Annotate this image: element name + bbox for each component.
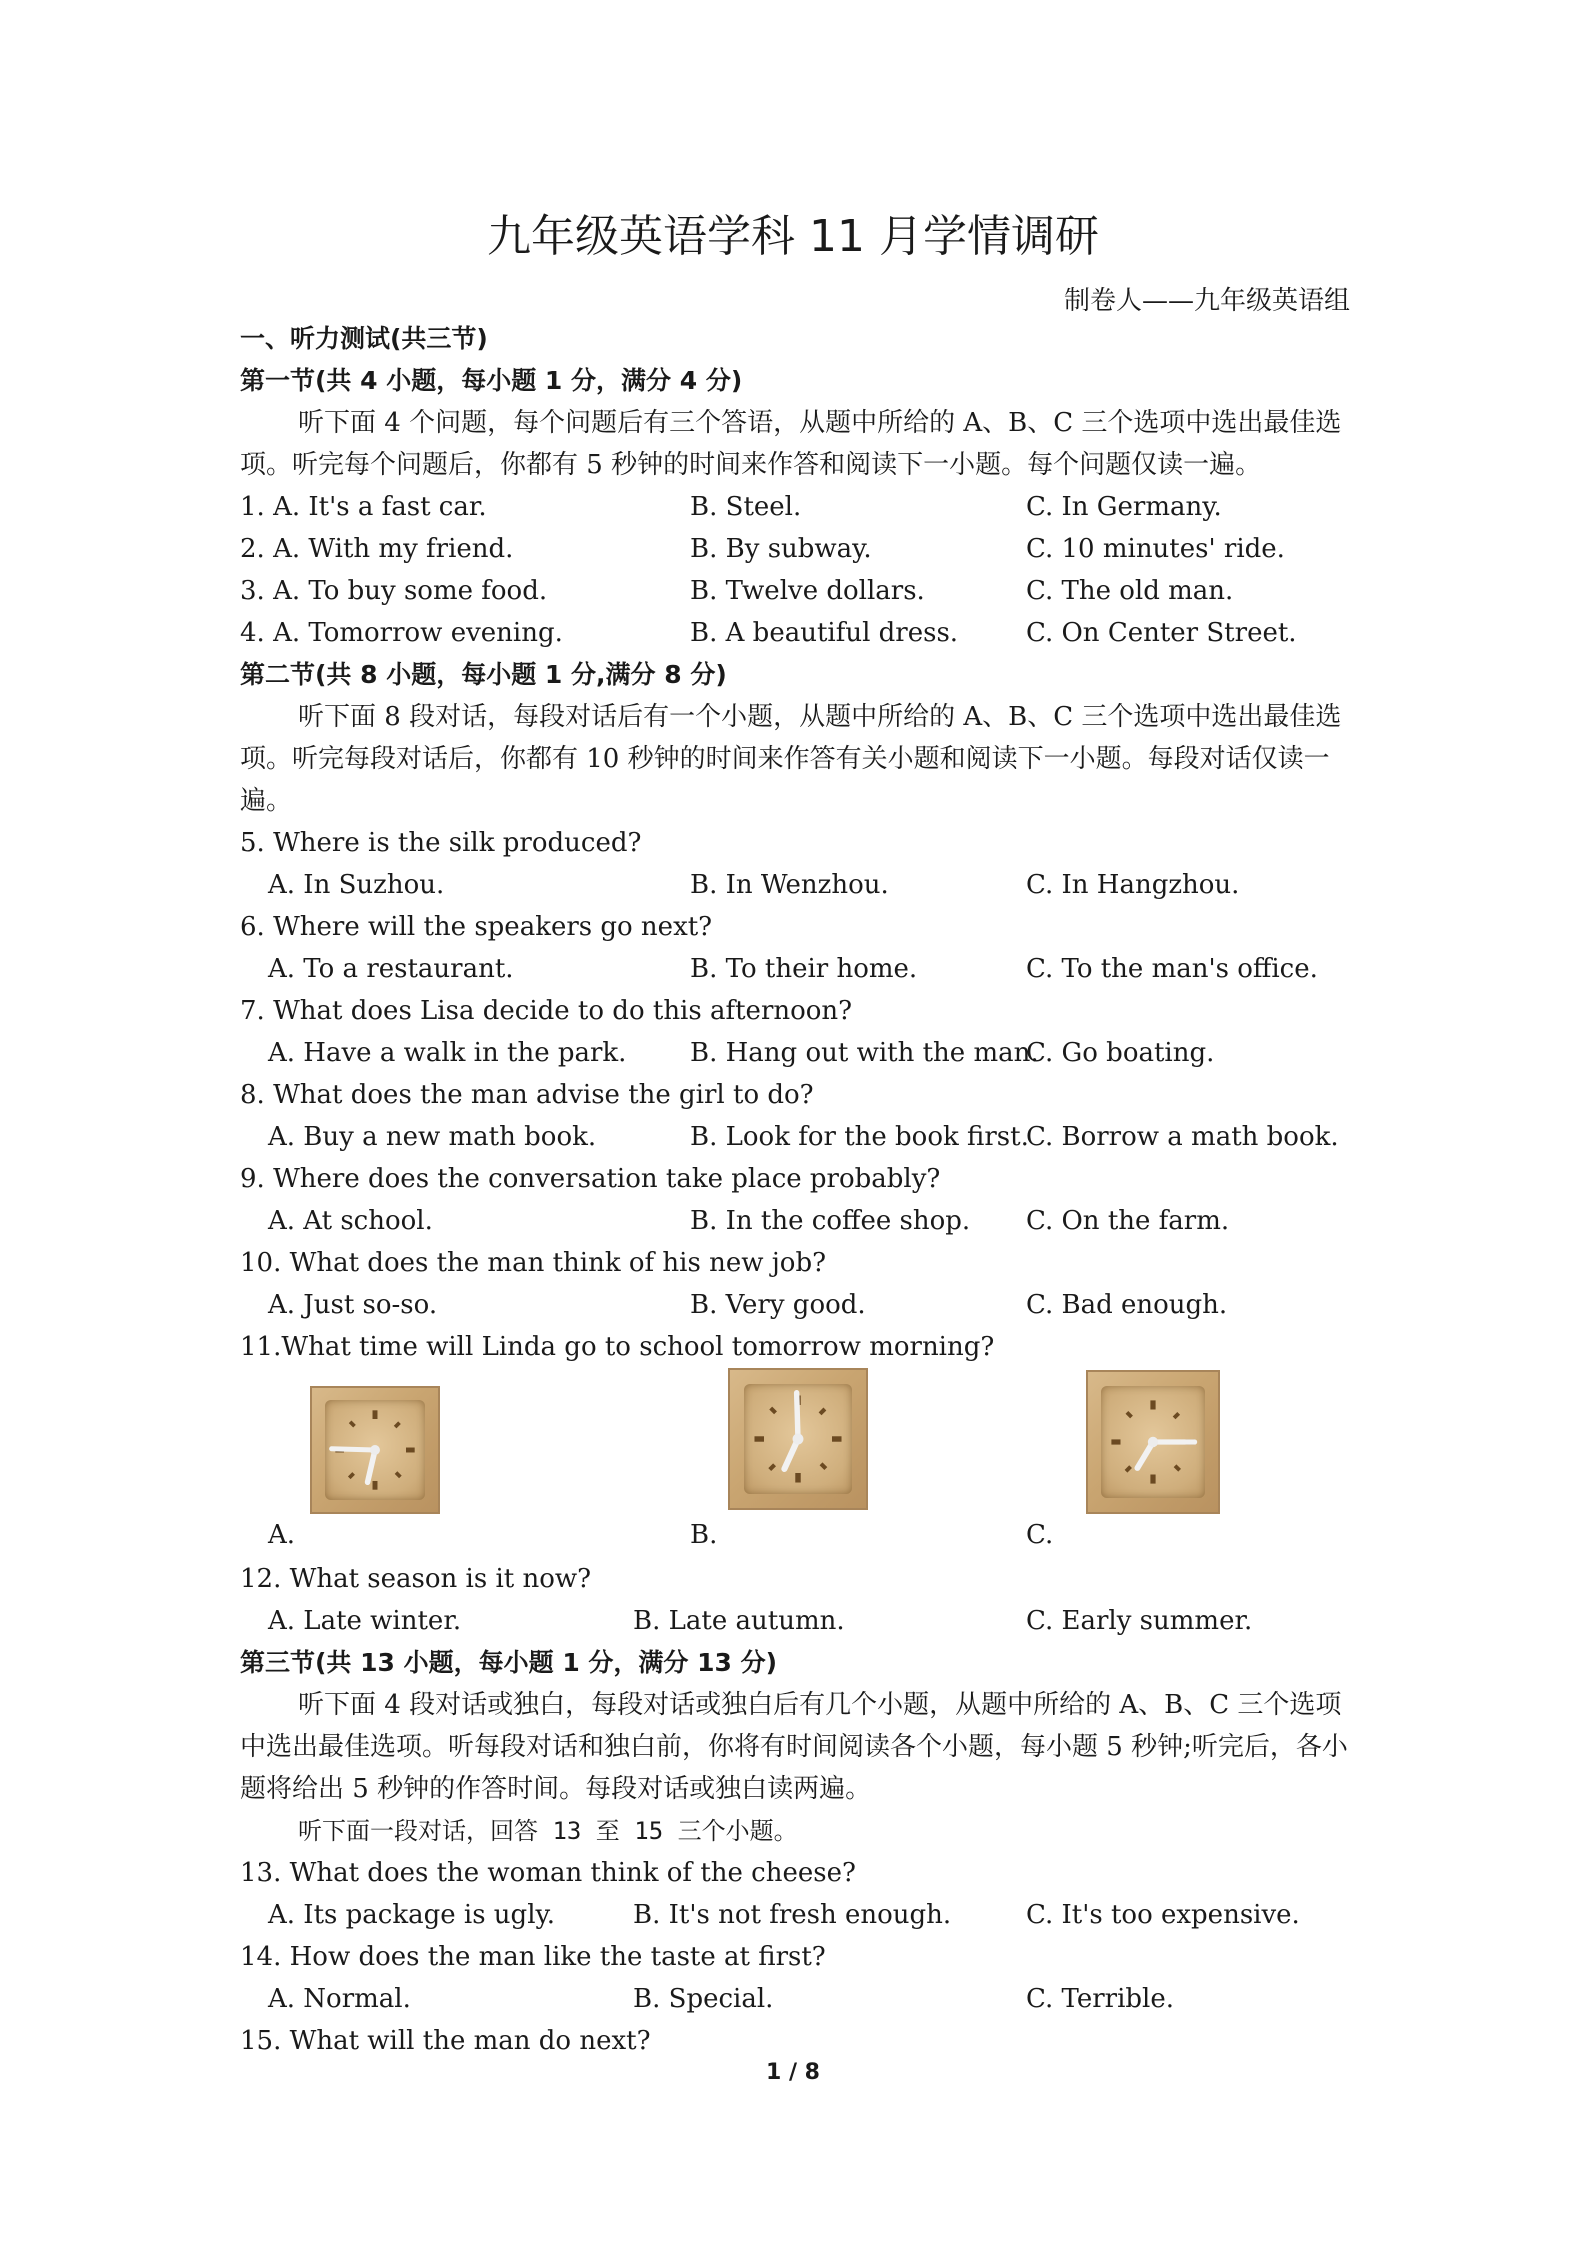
question-stem: 9. Where does the conversation take place probably? [240,1164,941,1194]
option-b: B. A beautiful dress. [690,618,959,648]
question-row [240,528,1352,570]
option-a: 1. A. It's a fast car. [240,492,487,522]
question-options [240,1116,1352,1158]
author-line: 制卷人——九年级英语组 [1063,286,1350,316]
option-a: A. Its package is ugly. [268,1900,556,1930]
option-a: A. To a restaurant. [268,954,514,984]
clock-a-image [310,1386,440,1514]
question-stem: 13. What does the woman think of the cheese? [240,1858,856,1888]
question-stem: 14. How does the man like the taste at first? [240,1942,826,1972]
option-b: B. Special. [633,1984,774,2014]
question-options [240,1894,1352,1936]
option-b: B. Look for the book first. [690,1122,1029,1152]
page-number: 1 / 8 [766,2060,820,2085]
option-c: C. The old man. [1026,576,1234,606]
question-options [240,1032,1352,1074]
option-b-label: B. [690,1520,718,1550]
option-c: C. It's too expensive. [1026,1900,1300,1930]
option-a: A. Have a walk in the park. [268,1038,627,1068]
option-c: C. Borrow a math book. [1026,1122,1339,1152]
question-row [240,612,1352,654]
clock-b-image [728,1368,868,1510]
question-options [240,1978,1352,2020]
clock-options [240,1368,1352,1558]
question-options [240,1284,1352,1326]
question-options [240,1200,1352,1242]
question-stem: 5. Where is the silk produced? [240,828,642,858]
option-b: B. Steel. [690,492,802,522]
option-a: A. In Suzhou. [268,870,445,900]
option-a: A. Buy a new math book. [268,1122,597,1152]
question-stem: 8. What does the man advise the girl to do? [240,1080,814,1110]
content [240,318,1352,2062]
option-b: B. Late autumn. [633,1606,845,1636]
option-a: 2. A. With my friend. [240,534,514,564]
option-a: A. Just so-so. [268,1290,438,1320]
option-c: C. 10 minutes' ride. [1026,534,1285,564]
question-options [240,864,1352,906]
question-stem: 6. Where will the speakers go next? [240,912,713,942]
question-row [240,570,1352,612]
section1-instructions: 听下面 4 个问题，每个问题后有三个答语，从题中所给的 A、B、C 三个选项中选出最佳选项。听完每个问题后，你都有 5 秒钟的时间来作答和阅读下一小题。每个问题仅读一遍。 [240,408,1342,480]
option-b: B. Hang out with the man. [690,1038,1039,1068]
section3-heading: 第三节(共 13 小题，每小题 1 分，满分 13 分) [240,1648,778,1677]
option-b: B. In the coffee shop. [690,1206,971,1236]
question-options [240,948,1352,990]
option-c: C. To the man's office. [1026,954,1318,984]
question-stem: 7. What does Lisa decide to do this afternoon? [240,996,853,1026]
option-c: C. Go boating. [1026,1038,1215,1068]
question-options [240,1600,1352,1642]
option-c: C. Bad enough. [1026,1290,1228,1320]
section3-sub-instruction: 听下面一段对话，回答 13 至 15 三个小题。 [298,1817,798,1845]
section3-instructions: 听下面 4 段对话或独白，每段对话或独白后有几个小题，从题中所给的 A、B、C 三个选项中选出最佳选项。听每段对话和独白前，你将有时间阅读各个小题，每小题 5 秒钟;听完后，各小题将给出 5 秒钟的作答时间。每段对话或独白读两遍。 [240,1690,1348,1804]
option-c: C. On Center Street. [1026,618,1297,648]
option-a: A. Late winter. [268,1606,462,1636]
option-a: A. At school. [268,1206,433,1236]
question-stem: 12. What season is it now? [240,1564,592,1594]
option-c: C. In Germany. [1026,492,1222,522]
option-a: 3. A. To buy some food. [240,576,548,606]
option-b: B. Twelve dollars. [690,576,925,606]
page-title: 九年级英语学科 11 月学情调研 [487,211,1099,262]
option-c: C. On the farm. [1026,1206,1230,1236]
option-b: B. It's not fresh enough. [633,1900,952,1930]
option-c-label: C. [1026,1520,1054,1550]
option-a: A. Normal. [268,1984,411,2014]
option-b: B. By subway. [690,534,872,564]
option-b: B. Very good. [690,1290,866,1320]
question-row [240,486,1352,528]
option-a-label: A. [268,1520,296,1550]
question-stem: 10. What does the man think of his new job? [240,1248,827,1278]
question-stem: 11.What time will Linda go to school tomorrow morning? [240,1332,995,1362]
section1-heading: 第一节(共 4 小题，每小题 1 分，满分 4 分) [240,366,743,395]
option-b: B. In Wenzhou. [690,870,889,900]
option-c: C. Terrible. [1026,1984,1174,2014]
part-heading: 一、听力测试(共三节) [240,324,488,353]
option-c: C. Early summer. [1026,1606,1253,1636]
option-b: B. To their home. [690,954,918,984]
clock-c-image [1086,1370,1220,1514]
question-stem: 15. What will the man do next? [240,2026,651,2056]
section2-instructions: 听下面 8 段对话，每段对话后有一个小题，从题中所给的 A、B、C 三个选项中选出最佳选项。听完每段对话后，你都有 10 秒钟的时间来作答有关小题和阅读下一小题。每段对话仅读一遍。 [240,702,1342,816]
section2-heading: 第二节(共 8 小题，每小题 1 分,满分 8 分) [240,660,727,689]
option-c: C. In Hangzhou. [1026,870,1240,900]
option-a: 4. A. Tomorrow evening. [240,618,563,648]
